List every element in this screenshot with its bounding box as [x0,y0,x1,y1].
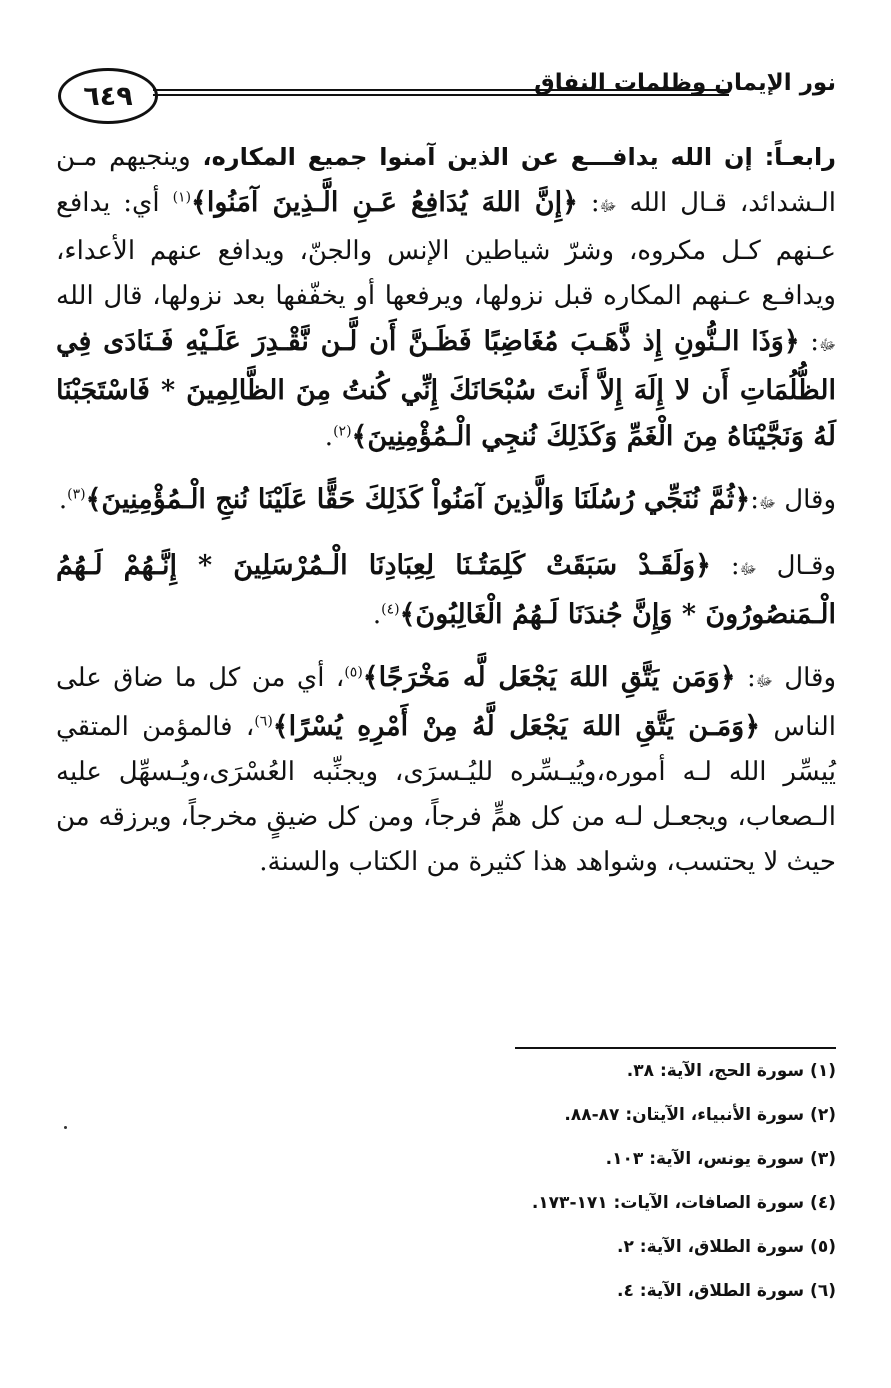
text: وقـال [756,551,836,581]
quran-verse: ﴿وَمَن يَتَّقِ اللهَ يَجْعَل لَّه مَخْرَجًا﴾ [362,662,736,693]
footnote-ref-1[interactable]: (١) [172,189,192,206]
text: : [750,485,759,515]
footnote-separator [515,1047,836,1049]
text: ، أي من كل ما ضاق على الناس [56,663,836,742]
footnotes [140,1058,836,1322]
honorific: ﷻ [755,672,773,690]
footnote-ref-3[interactable]: (٣) [67,486,86,503]
quran-verse: ﴿ثُمَّ نُنَجِّي رُسُلَنَا وَالَّذِينَ آمَنُواْ كَذَلِكَ حَقًّا عَلَيْنَا نُنجِ الْـمُؤْمِنِينَ﴾ [85,484,751,515]
paragraph-2 [56,477,836,526]
paragraph-4 [56,655,836,885]
text: : [577,188,600,218]
footnote-item: (٤) سورة الصافات، الآيات: ١٧١-١٧٣. [531,1193,836,1213]
section-lead: رابعـاً: إن الله يدافـــع عن الذين آمنوا جميع المكاره، [202,143,837,171]
footnote-ref-4[interactable]: (٤) [381,601,400,618]
text: . [372,600,382,630]
text: : [799,327,820,357]
quran-verse: ﴿إِنَّ اللهَ يُدَافِعُ عَـنِ الَّـذِينَ آمَنُوا﴾ [191,187,578,218]
text: وقال [772,663,837,693]
footnote-item: (٥) سورة الطلاق، الآية: ٢. [617,1237,836,1257]
footnote-ref-5[interactable]: (٥) [344,664,363,681]
text: ، فالمؤمن المتقي يُيسِّر الله لـه أموره،ويُيـسِّره لليُـسرَى، ويجنِّبه العُسْرَى،ويُـسهِّل عليه الـصعاب، ويجعـل لـه من كل همٍّ فرجاً، ومن كل ضيقٍ مخرجاً، ويرزقه من حيث لا يحتسب، وشواهد هذا كثيرة من الكتاب والسنة. [56,712,836,877]
quran-verse: ﴿وَذَا الـنُّونِ إِذ ذَّهَـبَ مُغَاضِبًا فَظَـنَّ أَن لَّـن نَّقْـدِرَ عَلَـيْهِ فَـنَادَى فِي الظُّلُمَاتِ أَن لا إِلَهَ إِلاَّ أَنتَ سُبْحَانَكَ إِنِّي كُنتُ مِنَ الظَّالِمِينَ * فَاسْتَجَبْنَا لَهُ وَنَجَّيْنَاهُ مِنَ الْغَمِّ وَكَذَلِكَ نُنجِي الْـمُؤْمِنِينَ﴾ [56,326,836,452]
text: . [324,422,334,452]
page-header [58,68,836,122]
footnote-item: (٣) سورة يونس، الآية: ١٠٣. [605,1149,836,1169]
running-title: نور الإيمان وظلمات النفاق [534,70,836,96]
honorific: ﷻ [819,336,836,354]
quran-verse: ﴿وَمَـن يَتَّقِ اللهَ يَجْعَل لَّهُ مِنْ أَمْرِهِ يُسْرًا﴾ [272,711,761,742]
text: . [58,485,68,515]
paragraph-3 [56,543,836,638]
quran-verse: ﴿وَلَقَـدْ سَبَقَتْ كَلِمَتُـنَا لِعِبَادِنَا الْـمُرْسَلِينَ * إِنَّـهُمْ لَـهُمُ الْـمَنصُورُونَ * وَإِنَّ جُندَنَا لَـهُمُ الْغَالِبُونَ﴾ [56,550,836,630]
honorific: ﷻ [599,197,617,215]
honorific: ﷻ [739,560,757,578]
footnote-ref-2[interactable]: (٢) [333,423,352,440]
text: : [735,663,756,693]
text: وقال [775,485,836,515]
footnote-item: (١) سورة الحج، الآية: ٣٨. [626,1061,836,1081]
footnote-ref-6[interactable]: (٦) [254,713,273,730]
page-number: ٦٤٩ [58,68,158,124]
main-text [56,135,836,885]
text: أي: يدافع عـنهم كـل مكروه، وشرّ شياطين الإنس والجنّ، ويدافع عنهم الأعداء، ويدافـع عـنهم المكاره قبل نزولها، ويرفعها أو يخفّفها بعد نزولها، قال الله [56,188,836,311]
footnote-item: (٢) سورة الأنبياء، الآيتان: ٨٧-٨٨. [564,1105,836,1125]
paragraph-1 [56,135,836,460]
text: : [710,551,740,581]
scan-speck [64,1126,67,1129]
text: وينجيهم مـن الـشدائد، قـال الله [56,142,836,218]
footnote-item: (٦) سورة الطلاق، الآية: ٤. [617,1281,836,1301]
honorific: ﷻ [759,494,776,512]
